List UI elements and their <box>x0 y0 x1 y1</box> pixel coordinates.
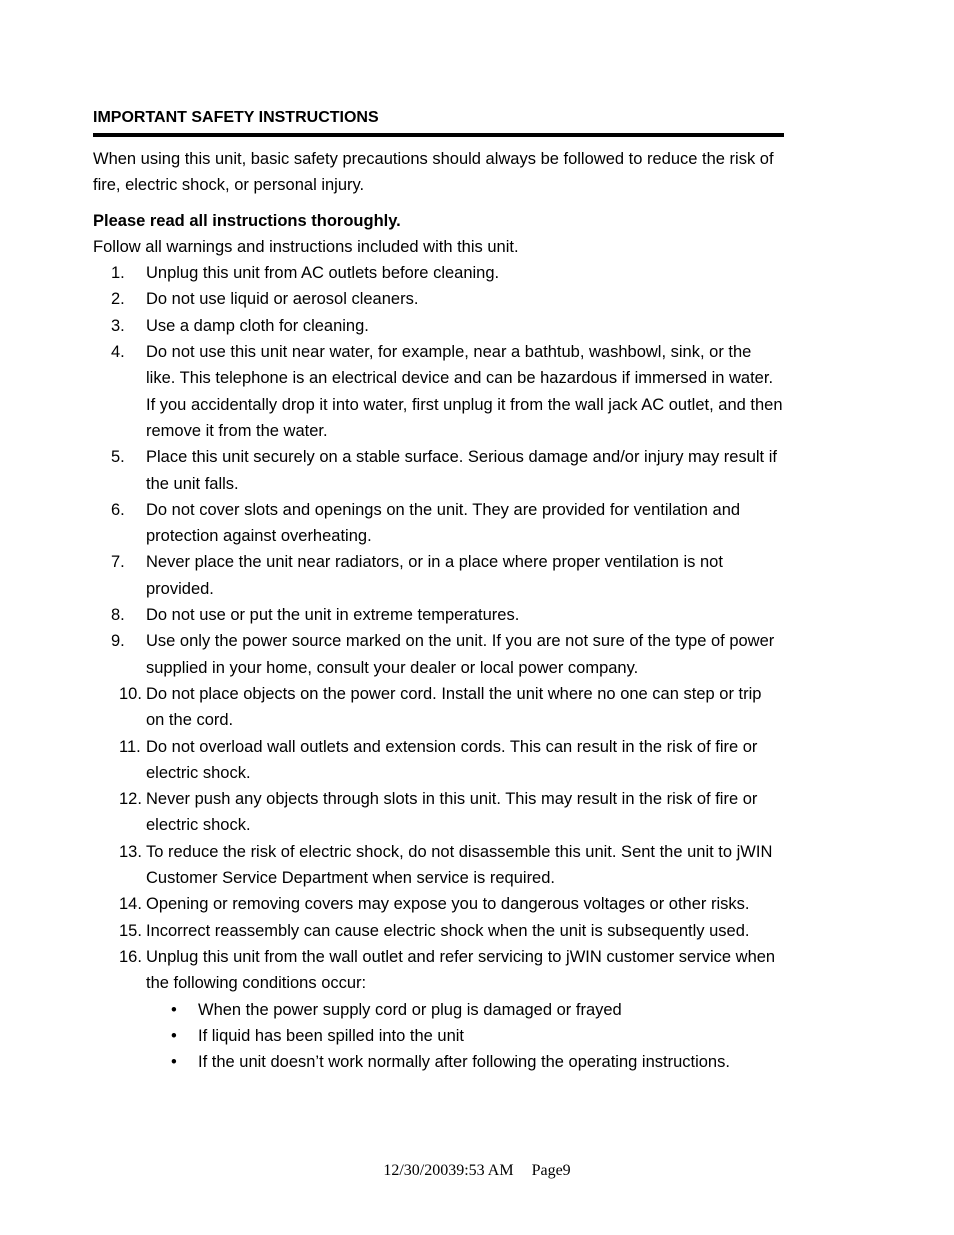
list-item-text: Use only the power source marked on the unit. If you are not sure of the type of power supplied in your home, consult your dealer or local power company. <box>146 632 775 677</box>
list-item-number: 12. <box>119 790 142 809</box>
list-item-number: 7. <box>111 553 125 572</box>
list-item <box>93 839 784 892</box>
list-item <box>93 260 784 286</box>
list-item <box>93 339 784 444</box>
list-item-number: 8. <box>111 606 125 625</box>
follow-paragraph: Follow all warnings and instructions included with this unit. <box>93 237 519 256</box>
list-item-number: 3. <box>111 316 125 335</box>
list-item-number: 10. <box>119 684 142 703</box>
condition-bullet-list <box>146 997 784 1076</box>
bullet-icon: • <box>171 1000 177 1019</box>
list-item <box>93 313 784 339</box>
list-item-text: Unplug this unit from the wall outlet and refer servicing to jWIN customer service when the following conditions occur: <box>146 947 776 993</box>
list-item <box>93 497 784 550</box>
list-item-number: 4. <box>111 343 125 362</box>
list-item-text: Do not use liquid or aerosol cleaners. <box>146 290 419 309</box>
bullet-item <box>146 997 784 1023</box>
list-item-number: 9. <box>111 632 125 651</box>
list-item <box>93 681 784 734</box>
list-item-text: Incorrect reassembly can cause electric shock when the unit is subsequently used. <box>146 921 750 940</box>
footer-datetime: 12/30/20039:53 AM <box>383 1162 514 1179</box>
list-item-number: 1. <box>111 264 125 283</box>
list-item-text: Do not use this unit near water, for example, near a bathtub, washbowl, sink, or the like. This telephone is an electrical device and can be hazardous if immersed in water. If you accidentally drop it into water, first unplug it from the wall jack AC outlet, and then remove it from the water. <box>146 343 783 440</box>
list-item <box>93 602 784 628</box>
bullet-icon: • <box>171 1053 177 1072</box>
document-page <box>93 108 784 1075</box>
list-item <box>93 549 784 602</box>
list-item-text: Opening or removing covers may expose you to dangerous voltages or other risks. <box>146 895 750 914</box>
intro-paragraph: When using this unit, basic safety precautions should always be followed to reduce the risk of fire, electric shock, or personal injury. <box>93 150 774 195</box>
list-item <box>93 286 784 312</box>
list-item <box>93 891 784 917</box>
list-item <box>93 444 784 497</box>
list-item-text: Do not overload wall outlets and extension cords. This can result in the risk of fire or electric shock. <box>146 737 758 782</box>
footer-page-number: Page9 <box>531 1162 571 1179</box>
list-item-text: Do not cover slots and openings on the unit. They are provided for ventilation and protection against overheating. <box>146 500 741 546</box>
bullet-item-text: When the power supply cord or plug is damaged or frayed <box>198 1000 622 1019</box>
list-item <box>93 918 784 944</box>
list-item-number: 13. <box>119 842 142 861</box>
list-item <box>93 786 784 839</box>
list-item-text: Do not use or put the unit in extreme temperatures. <box>146 606 520 625</box>
list-item-text: Place this unit securely on a stable surface. Serious damage and/or injury may result if the unit falls. <box>146 448 777 493</box>
bullet-item <box>146 1023 784 1049</box>
list-item-number: 14. <box>119 895 142 914</box>
instruction-list <box>93 260 784 1075</box>
list-item-text: Use a damp cloth for cleaning. <box>146 316 369 335</box>
list-item-text: Unplug this unit from AC outlets before cleaning. <box>146 264 500 283</box>
list-item-text: To reduce the risk of electric shock, do not disassemble this unit. Sent the unit to jWIN Customer Service Department when service is required. <box>146 842 773 888</box>
bullet-item-text: If the unit doesn’t work normally after following the operating instructions. <box>198 1053 730 1072</box>
page-title: IMPORTANT SAFETY INSTRUCTIONS <box>93 109 379 126</box>
list-item-text: Never place the unit near radiators, or in a place where proper ventilation is not provided. <box>146 553 723 598</box>
list-item <box>93 944 784 1075</box>
list-item-text: Never push any objects through slots in this unit. This may result in the risk of fire or electric shock. <box>146 790 758 835</box>
bullet-icon: • <box>171 1026 177 1045</box>
list-item-number: 6. <box>111 500 125 519</box>
page-footer <box>0 1161 954 1181</box>
instructions-subheading: Please read all instructions thoroughly. <box>93 211 401 230</box>
list-item <box>93 628 784 681</box>
list-item <box>93 734 784 787</box>
list-item-number: 11. <box>119 737 141 756</box>
list-item-number: 2. <box>111 290 125 309</box>
list-item-number: 15. <box>119 921 142 940</box>
heading-divider <box>93 133 784 137</box>
bullet-item-text: If liquid has been spilled into the unit <box>198 1026 465 1045</box>
list-item-number: 16. <box>119 947 142 966</box>
list-item-text: Do not place objects on the power cord. Install the unit where no one can step or trip on the cord. <box>146 684 762 730</box>
list-item-number: 5. <box>111 448 125 467</box>
bullet-item <box>146 1049 784 1075</box>
